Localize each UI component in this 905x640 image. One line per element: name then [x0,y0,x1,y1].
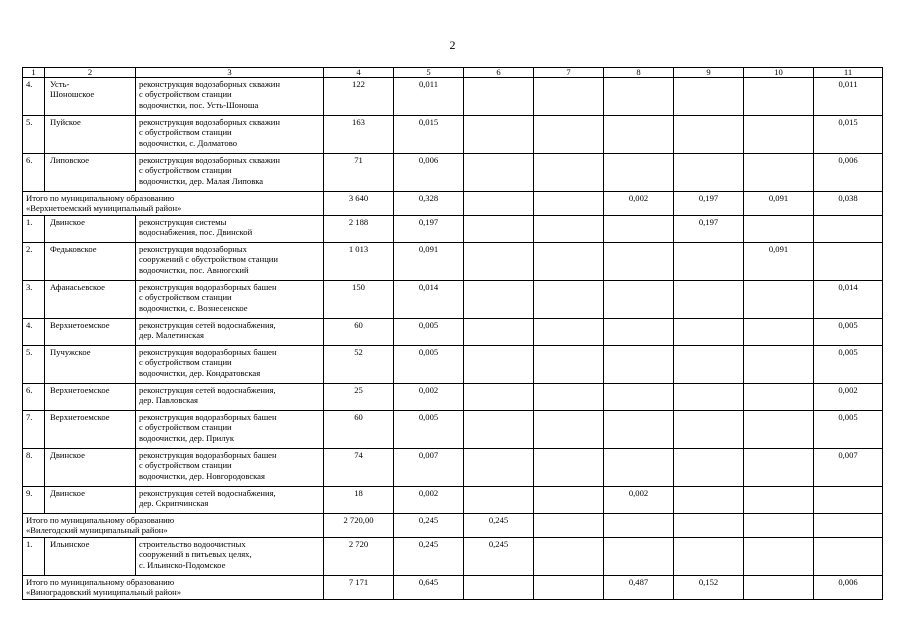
value-cell-col7 [534,319,604,346]
value-cell-col5: 0,002 [394,384,464,411]
value-cell-col11 [814,243,883,281]
table-row [23,319,883,346]
value-cell-col7 [534,192,604,216]
object-description: реконструкция водозаборных скважин с обустройством станции водоочистки, пос. Усть-Шоноша [136,78,324,116]
value-cell-col6 [464,216,534,243]
value-cell-col9 [674,514,744,538]
value-cell-col6 [464,78,534,116]
value-cell-col9 [674,346,744,384]
total-row [23,514,883,538]
value-cell-col8 [604,346,674,384]
value-cell-col4: 7 171 [324,576,394,600]
value-cell-col7 [534,154,604,192]
table-row [23,487,883,514]
value-cell-col11: 0,007 [814,449,883,487]
object-description: реконструкция водозаборных скважин с обустройством станции водоочистки, дер. Малая Липовка [136,154,324,192]
value-cell-col4: 2 720 [324,538,394,576]
value-cell-col10 [744,281,814,319]
value-cell-col7 [534,538,604,576]
value-cell-col8: 0,487 [604,576,674,600]
header-row [23,68,883,78]
value-cell-col11 [814,538,883,576]
value-cell-col5: 0,197 [394,216,464,243]
value-cell-col10 [744,514,814,538]
value-cell-col11: 0,038 [814,192,883,216]
object-description: реконструкция сетей водоснабжения, дер. Скрипчинская [136,487,324,514]
value-cell-col11: 0,006 [814,154,883,192]
value-cell-col8 [604,216,674,243]
value-cell-col4: 18 [324,487,394,514]
column-header-8: 8 [604,68,674,78]
value-cell-col5: 0,011 [394,78,464,116]
row-number: 7. [23,411,45,449]
value-cell-col11: 0,014 [814,281,883,319]
value-cell-col8: 0,002 [604,192,674,216]
row-number: 1. [23,538,45,576]
row-number: 1. [23,216,45,243]
value-cell-col8 [604,411,674,449]
value-cell-col11 [814,216,883,243]
value-cell-col8 [604,514,674,538]
value-cell-col9 [674,487,744,514]
value-cell-col7 [534,384,604,411]
value-cell-col7 [534,78,604,116]
value-cell-col6 [464,576,534,600]
value-cell-col8 [604,281,674,319]
column-header-1: 1 [23,68,45,78]
value-cell-col9 [674,384,744,411]
value-cell-col10 [744,384,814,411]
value-cell-col8 [604,243,674,281]
value-cell-col7 [534,514,604,538]
object-description: реконструкция водоразборных башен с обустройством станции водоочистки, дер. Новгородовская [136,449,324,487]
value-cell-col4: 163 [324,116,394,154]
value-cell-col10: 0,091 [744,243,814,281]
value-cell-col8 [604,319,674,346]
row-number: 4. [23,78,45,116]
column-header-9: 9 [674,68,744,78]
table-row [23,216,883,243]
value-cell-col8 [604,116,674,154]
column-header-11: 11 [814,68,883,78]
value-cell-col9 [674,243,744,281]
table-row [23,384,883,411]
value-cell-col5: 0,245 [394,538,464,576]
value-cell-col5: 0,645 [394,576,464,600]
object-description: строительство водоочистных сооружений в питьевых целях, с. Ильинско-Подомское [136,538,324,576]
column-header-10: 10 [744,68,814,78]
value-cell-col6 [464,116,534,154]
value-cell-col9: 0,197 [674,216,744,243]
column-header-6: 6 [464,68,534,78]
value-cell-col5: 0,005 [394,346,464,384]
object-description: реконструкция водозаборных скважин с обустройством станции водоочистки, с. Долматово [136,116,324,154]
value-cell-col6 [464,192,534,216]
value-cell-col6: 0,245 [464,514,534,538]
value-cell-col11: 0,005 [814,319,883,346]
value-cell-col11: 0,011 [814,78,883,116]
row-number: 8. [23,449,45,487]
row-number: 5. [23,346,45,384]
value-cell-col5: 0,091 [394,243,464,281]
value-cell-col9 [674,116,744,154]
municipality-name: Усть- Шоношское [45,78,136,116]
column-header-5: 5 [394,68,464,78]
total-row [23,192,883,216]
municipality-name: Двинское [45,487,136,514]
value-cell-col7 [534,449,604,487]
municipality-name: Липовское [45,154,136,192]
column-header-7: 7 [534,68,604,78]
value-cell-col8 [604,78,674,116]
value-cell-col8 [604,384,674,411]
value-cell-col4: 71 [324,154,394,192]
municipality-name: Федьковское [45,243,136,281]
municipality-name: Верхнетоемское [45,384,136,411]
value-cell-col10 [744,216,814,243]
value-cell-col8: 0,002 [604,487,674,514]
value-cell-col5: 0,245 [394,514,464,538]
table-row [23,243,883,281]
value-cell-col5: 0,015 [394,116,464,154]
value-cell-col11: 0,005 [814,411,883,449]
value-cell-col4: 122 [324,78,394,116]
object-description: реконструкция водозаборных сооружений с обустройством станции водоочистки, пос. Авнюгский [136,243,324,281]
value-cell-col7 [534,116,604,154]
row-number: 6. [23,384,45,411]
value-cell-col4: 25 [324,384,394,411]
value-cell-col10 [744,538,814,576]
value-cell-col4: 2 188 [324,216,394,243]
row-number: 6. [23,154,45,192]
row-number: 2. [23,243,45,281]
value-cell-col4: 60 [324,411,394,449]
table-row [23,411,883,449]
value-cell-col6 [464,346,534,384]
value-cell-col9 [674,281,744,319]
value-cell-col7 [534,216,604,243]
value-cell-col11 [814,487,883,514]
table-row [23,154,883,192]
value-cell-col4: 150 [324,281,394,319]
table-row [23,346,883,384]
value-cell-col10 [744,154,814,192]
value-cell-col5: 0,005 [394,411,464,449]
municipality-name: Пуйское [45,116,136,154]
value-cell-col5: 0,002 [394,487,464,514]
object-description: реконструкция сетей водоснабжения, дер. Павловская [136,384,324,411]
value-cell-col7 [534,411,604,449]
value-cell-col7 [534,576,604,600]
value-cell-col6 [464,319,534,346]
value-cell-col7 [534,346,604,384]
value-cell-col4: 2 720,00 [324,514,394,538]
value-cell-col9 [674,538,744,576]
value-cell-col7 [534,487,604,514]
total-label: Итого по муниципальному образованию «Вилегодский муниципальный район» [23,514,324,538]
value-cell-col10: 0,091 [744,192,814,216]
value-cell-col9: 0,197 [674,192,744,216]
value-cell-col5: 0,005 [394,319,464,346]
column-header-3: 3 [136,68,324,78]
value-cell-col9 [674,319,744,346]
value-cell-col11: 0,006 [814,576,883,600]
value-cell-col4: 74 [324,449,394,487]
value-cell-col10 [744,78,814,116]
page-number: 2 [449,38,456,52]
value-cell-col10 [744,449,814,487]
value-cell-col5: 0,014 [394,281,464,319]
table-row [23,281,883,319]
municipality-name: Верхнетоемское [45,319,136,346]
value-cell-col5: 0,328 [394,192,464,216]
table-body [23,78,883,600]
municipality-name: Верхнетоемское [45,411,136,449]
value-cell-col9 [674,154,744,192]
municipality-name: Ильинское [45,538,136,576]
data-table [22,67,883,600]
value-cell-col4: 52 [324,346,394,384]
row-number: 4. [23,319,45,346]
value-cell-col10 [744,116,814,154]
value-cell-col11: 0,005 [814,346,883,384]
value-cell-col5: 0,006 [394,154,464,192]
table-row [23,78,883,116]
municipality-name: Двинское [45,449,136,487]
value-cell-col6: 0,245 [464,538,534,576]
column-header-4: 4 [324,68,394,78]
municipality-name: Афанасьевское [45,281,136,319]
column-header-2: 2 [45,68,136,78]
value-cell-col6 [464,384,534,411]
value-cell-col10 [744,487,814,514]
value-cell-col6 [464,243,534,281]
value-cell-col10 [744,346,814,384]
object-description: реконструкция системы водоснабжения, пос. Двинской [136,216,324,243]
value-cell-col8 [604,538,674,576]
value-cell-col6 [464,281,534,319]
value-cell-col6 [464,154,534,192]
value-cell-col10 [744,576,814,600]
value-cell-col4: 1 013 [324,243,394,281]
object-description: реконструкция водоразборных башен с обустройством станции водоочистки, дер. Прилук [136,411,324,449]
value-cell-col9 [674,411,744,449]
value-cell-col11 [814,514,883,538]
value-cell-col4: 60 [324,319,394,346]
value-cell-col11: 0,002 [814,384,883,411]
value-cell-col7 [534,243,604,281]
total-row [23,576,883,600]
value-cell-col10 [744,319,814,346]
value-cell-col9: 0,152 [674,576,744,600]
object-description: реконструкция водоразборных башен с обустройством станции водоочистки, дер. Кондратовская [136,346,324,384]
object-description: реконструкция водоразборных башен с обустройством станции водоочистки, с. Вознесенское [136,281,324,319]
value-cell-col6 [464,411,534,449]
row-number: 3. [23,281,45,319]
value-cell-col11: 0,015 [814,116,883,154]
value-cell-col5: 0,007 [394,449,464,487]
value-cell-col6 [464,487,534,514]
value-cell-col8 [604,154,674,192]
total-label: Итого по муниципальному образованию «Виноградовский муниципальный район» [23,576,324,600]
value-cell-col10 [744,411,814,449]
municipality-name: Двинское [45,216,136,243]
row-number: 5. [23,116,45,154]
value-cell-col7 [534,281,604,319]
object-description: реконструкция сетей водоснабжения, дер. Малетинская [136,319,324,346]
row-number: 9. [23,487,45,514]
value-cell-col8 [604,449,674,487]
table-row [23,538,883,576]
value-cell-col6 [464,449,534,487]
value-cell-col9 [674,78,744,116]
table-row [23,116,883,154]
value-cell-col4: 3 640 [324,192,394,216]
total-label: Итого по муниципальному образованию «Верхнетоемский муниципальный район» [23,192,324,216]
municipality-name: Пучужское [45,346,136,384]
table-row [23,449,883,487]
value-cell-col9 [674,449,744,487]
